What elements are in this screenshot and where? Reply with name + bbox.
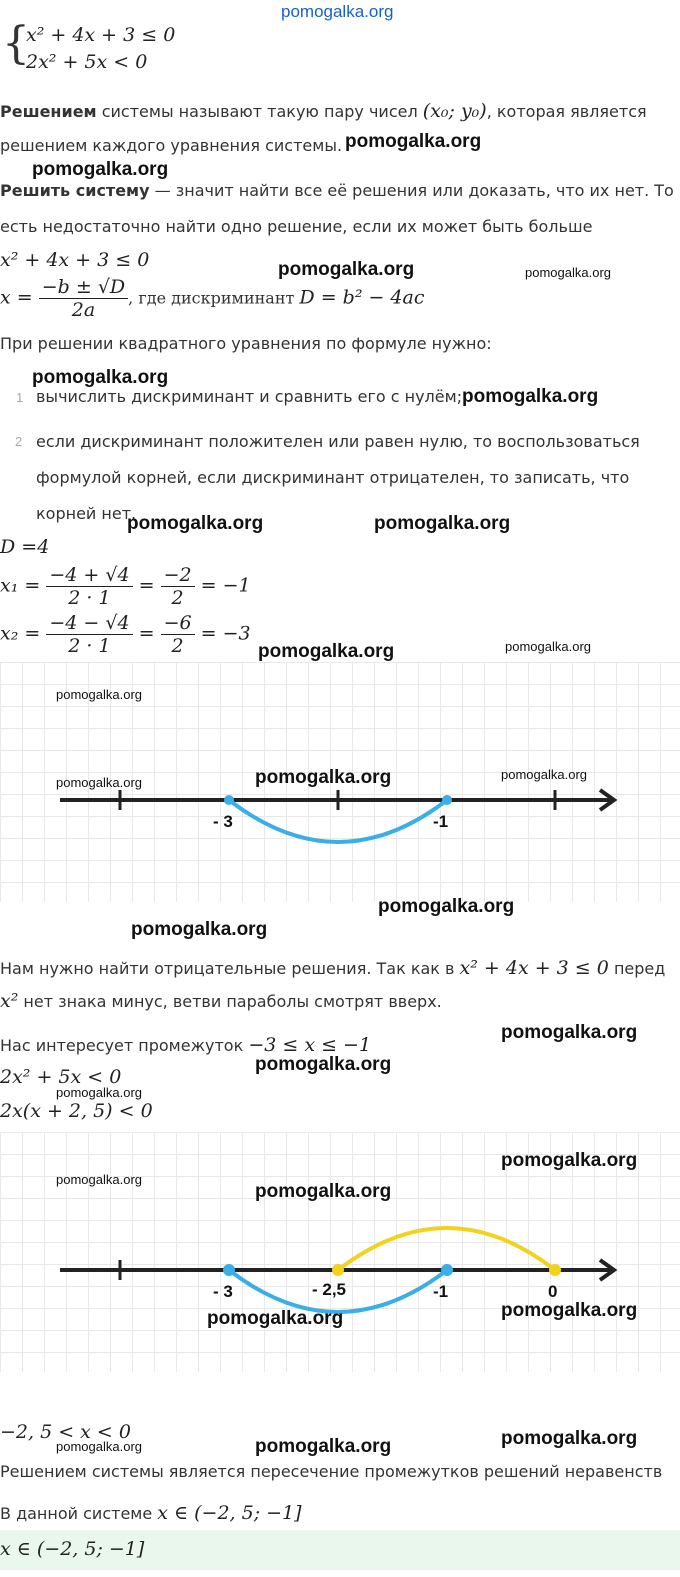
solve-definition-line-1: Решить систему — значит найти все её решения или доказать, что их нет. То	[0, 181, 674, 200]
interval-2: −2, 5 < x < 0	[0, 1421, 131, 1443]
solve-definition-line-2: есть недостаточно найти одно решение, если их может быть больше	[0, 217, 593, 236]
label-minus-3: - 3	[213, 1282, 233, 1301]
answer: x ∈ (−2, 5; −1]	[0, 1538, 145, 1560]
system-brace: {	[2, 18, 30, 69]
conclusion: В данной системе x ∈ (−2, 5; −1]	[0, 1502, 302, 1524]
interval-1: Нас интересует промежуток −3 ≤ x ≤ −1	[0, 1034, 372, 1056]
step-1-text: вычислить дискриминант и сравнить его с нулём;	[36, 387, 463, 406]
point-minus-1	[442, 795, 452, 805]
watermark: pomogalka.org	[131, 919, 268, 940]
watermark: pomogalka.org	[501, 1428, 638, 1449]
definition-line-2: решением каждого уравнения системы.	[0, 136, 343, 155]
solution-arc-yellow	[338, 1228, 555, 1270]
inequality-2: 2x² + 5x < 0	[0, 1066, 122, 1088]
label-minus-1: -1	[433, 1282, 449, 1301]
watermark: pomogalka.org	[255, 1436, 392, 1457]
watermark: pomogalka.org	[56, 1439, 142, 1454]
watermark: pomogalka.org	[258, 641, 395, 662]
point-minus-3	[224, 795, 234, 805]
answer-box	[0, 1530, 680, 1570]
watermark: pomogalka.org	[281, 2, 394, 21]
watermark: pomogalka.org	[56, 687, 142, 702]
watermark: pomogalka.org	[505, 639, 591, 654]
watermark: pomogalka.org	[525, 265, 611, 280]
watermark: pomogalka.org	[501, 1022, 638, 1043]
label-zero: 0	[548, 1282, 558, 1301]
watermark: pomogalka.org	[56, 1085, 142, 1100]
watermark: pomogalka.org	[374, 513, 511, 534]
watermark: pomogalka.org	[56, 1172, 142, 1187]
root-x2: x₂ = $\frac{-4 - √4}{2 \cdot 1}$ = $\frac{-6}{2}$ = −3	[0, 612, 251, 657]
step-1-number: 1	[16, 390, 24, 405]
step-2-number: 2	[15, 434, 23, 449]
watermark: pomogalka.org	[462, 386, 599, 407]
intersection-text: Решением системы является пересечение промежутков решений неравенств	[0, 1462, 663, 1481]
inequality-1: x² + 4x + 3 ≤ 0	[0, 249, 150, 271]
discriminant-value: D =4	[0, 536, 50, 558]
solve-definition-term: Решить систему	[0, 181, 150, 200]
point-minus-3	[223, 1264, 235, 1276]
watermark: pomogalka.org	[378, 896, 515, 917]
point-minus-1	[441, 1264, 453, 1276]
inequality-2-factored: 2x(x + 2, 5) < 0	[0, 1100, 153, 1122]
root-x1: x₁ = $\frac{-4 + √4}{2 \cdot 1}$ = $\frac{-2}{2}$ = −1	[0, 564, 251, 609]
step-2-text-1: если дискриминант положителен или равен нулю, то воспользоваться	[36, 432, 640, 451]
parabola-text-line-2: x² нет знака минус, ветви параболы смотрят вверх.	[0, 990, 442, 1012]
point-zero	[549, 1264, 561, 1276]
label-minus-1: -1	[433, 812, 449, 831]
watermark: pomogalka.org	[127, 513, 264, 534]
label-minus-2-5: - 2,5	[312, 1280, 347, 1299]
watermark: pomogalka.org	[56, 775, 142, 790]
watermark: pomogalka.org	[255, 767, 392, 788]
watermark: pomogalka.org	[207, 1308, 344, 1329]
watermark: pomogalka.org	[501, 1300, 638, 1321]
watermark: pomogalka.org	[278, 259, 415, 280]
definition-term: Решением	[0, 102, 97, 121]
watermark: pomogalka.org	[32, 159, 169, 180]
step-2-text-2: формулой корней, если дискриминант отрицателен, то записать, что	[36, 468, 630, 487]
definition-line-1: Решением системы называют такую пару чисел (x₀; y₀), которая является	[0, 100, 647, 122]
parabola-text-line-1: Нам нужно найти отрицательные решения. Так как в x² + 4x + 3 ≤ 0 перед	[0, 957, 666, 979]
quadratic-formula: x = $\frac{-b \pm √D}{2a}$ , где дискриминант D = b² − 4ac	[0, 276, 425, 321]
watermark: pomogalka.org	[345, 131, 482, 152]
point-minus-2-5	[332, 1264, 344, 1276]
watermark: pomogalka.org	[32, 367, 169, 388]
steps-intro: При решении квадратного уравнения по формуле нужно:	[0, 334, 492, 353]
label-minus-3: - 3	[213, 812, 233, 831]
watermark: pomogalka.org	[255, 1054, 392, 1075]
watermark: pomogalka.org	[501, 767, 587, 782]
watermark: pomogalka.org	[501, 1150, 638, 1171]
system-line-2: 2x² + 5x < 0	[26, 51, 148, 73]
step-2-text-3: корней нет.	[36, 504, 137, 523]
system-line-1: x² + 4x + 3 ≤ 0	[26, 24, 176, 46]
watermark: pomogalka.org	[255, 1181, 392, 1202]
